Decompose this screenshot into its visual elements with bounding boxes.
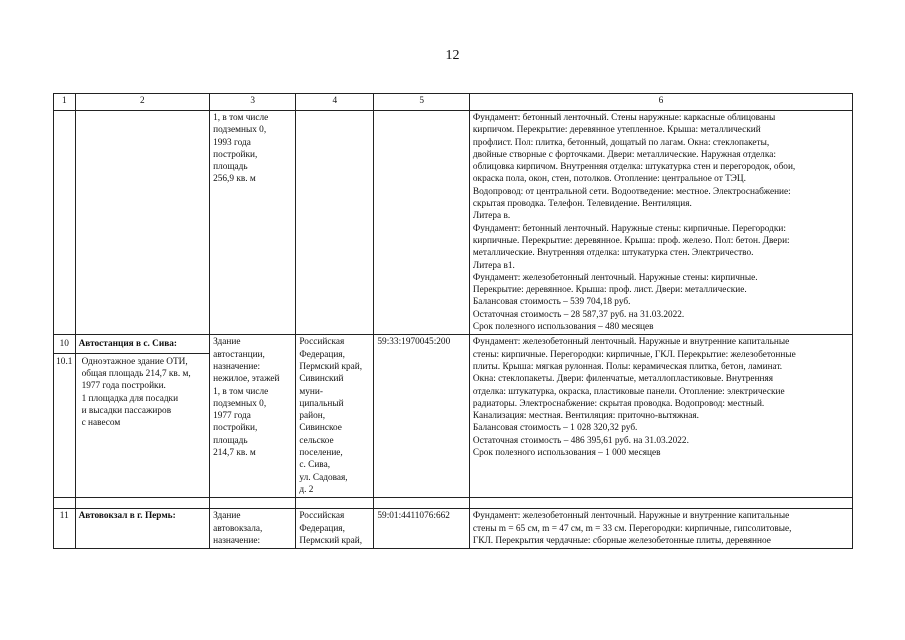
header-col-6: 6: [469, 94, 852, 111]
building-line: 1977 года: [213, 411, 251, 422]
description-line: Остаточная стоимость – 28 587,37 руб. на 31.03.2022.: [472, 309, 685, 320]
description-line: скрытая проводка. Телефон. Телевидение. Вентиляция.: [472, 199, 692, 210]
row-10-title: Автостанция в с. Сива:: [78, 339, 177, 350]
continuation-description-cell: [469, 111, 852, 335]
address-line: ципальный: [299, 398, 344, 409]
table-row-continuation: [54, 111, 853, 335]
building-line: 214,7 кв. м: [213, 448, 256, 459]
description-line: стены m = 65 см, m = 47 см, m = 33 см. Перегородки: кирпичные, гипсолитовые,: [472, 523, 792, 534]
row-11-number: 11: [59, 511, 69, 522]
building-line: 1, в том числе: [213, 386, 269, 397]
spacer-cell: [374, 498, 470, 509]
area-line: постройки,: [213, 149, 258, 160]
description-line: Литера в.: [472, 211, 511, 222]
object-description-line: общая площадь 214,7 кв. м,: [81, 368, 191, 379]
address-line: ул. Садовая,: [299, 472, 348, 483]
header-col-4: 4: [296, 94, 374, 111]
description-line: Балансовая стоимость – 1 028 320,32 руб.: [472, 423, 638, 434]
building-line: назначение:: [213, 535, 261, 546]
continuation-num-cell: [54, 111, 76, 335]
row-10-name-cell: [75, 335, 210, 498]
description-line: Литера в1.: [472, 260, 515, 271]
description-line: ГКЛ. Перекрытия чердачные: сборные железобетонные плиты, деревянное: [472, 535, 771, 546]
description-line: металлические. Внутренняя отделка: штукатурка стен. Электричество.: [472, 248, 754, 259]
spacer-cell: [469, 498, 852, 509]
object-description-line: 1977 года постройки.: [81, 381, 166, 392]
row-10-1-number: 10.1: [54, 353, 75, 370]
description-line: Фундамент: бетонный ленточный. Стены наружные: каркасные облицованы: [472, 113, 776, 123]
area-line: подземных 0,: [213, 125, 267, 136]
building-line: Здание: [213, 511, 241, 522]
address-line: муни-: [299, 386, 323, 397]
continuation-cadastral-cell: [374, 111, 470, 335]
table-row-11: [54, 509, 853, 549]
header-col-1: 1: [54, 94, 76, 111]
row-11-name-cell: [75, 509, 210, 549]
area-line: 256,9 кв. м: [213, 174, 256, 185]
description-line: Фундамент: железобетонный ленточный. Наружные стены: кирпичные.: [472, 272, 758, 283]
spacer-cell: [296, 498, 374, 509]
address-line: Российская: [299, 337, 345, 348]
row-11-building-cell: [210, 509, 296, 549]
address-line: с. Сива,: [299, 460, 331, 471]
row-10-number: 10: [59, 339, 69, 350]
continuation-name-cell: [75, 111, 210, 335]
area-line: 1, в том числе: [213, 113, 269, 123]
address-line: сельское: [299, 435, 334, 446]
row-10-1-description: [76, 353, 210, 432]
description-line: профлист. Пол: плитка, бетонный, дощатый по лагам. Окна: стеклопакеты,: [472, 137, 770, 148]
spacer-cell: [54, 498, 76, 509]
row-11-address-cell: [296, 509, 374, 549]
building-line: постройки,: [213, 423, 258, 434]
address-line: Российская: [299, 511, 345, 522]
building-line: автовокзала,: [213, 523, 263, 534]
description-line: отделка: штукатурка, окраска, пластиковые панели. Отопление: электрические: [472, 386, 785, 397]
description-line: облицовка кирпичом. Внутренняя отделка: штукатурка стен и перегородок, обои,: [472, 162, 796, 173]
address-line: Сивинское: [299, 423, 342, 434]
description-line: Остаточная стоимость – 486 395,61 руб. на 31.03.2022.: [472, 435, 689, 446]
building-line: нежилое, этажей: [213, 374, 280, 385]
description-line: радиаторы. Электроснабжение: скрытая проводка. Водопровод: местный.: [472, 398, 765, 409]
description-line: Срок полезного использования – 480 месяцев: [472, 322, 654, 333]
area-line: 1993 года: [213, 137, 251, 148]
description-line: двойные створные с форточками. Двери: металлические. Наружная отделка:: [472, 149, 776, 160]
description-line: кирпичные. Перекрытие: деревянное. Крыша: проф. железо. Пол: бетон. Двери:: [472, 235, 790, 246]
row-11-cadastral-cell: [374, 509, 470, 549]
description-line: Перекрытие: деревянное. Крыша: проф. лист. Двери: металлические.: [472, 285, 747, 296]
address-line: Федерация,: [299, 349, 345, 360]
object-description-line: с навесом: [81, 418, 121, 429]
object-description-line: и высадки пассажиров: [81, 405, 172, 416]
row-10-address-cell: [296, 335, 374, 498]
description-line: Фундамент: железобетонный ленточный. Наружные и внутренние капитальные: [472, 511, 790, 522]
description-line: Фундамент: железобетонный ленточный. Наружные и внутренние капитальные: [472, 337, 790, 348]
table-row-10: [54, 335, 853, 498]
building-line: подземных 0,: [213, 398, 267, 409]
address-line: Пермский край,: [299, 535, 363, 546]
row-11-num-cell: [54, 509, 76, 549]
area-line: площадь: [213, 162, 248, 173]
description-line: плиты. Крыша: мягкая рулонная. Полы: керамическая плитка, бетон, ламинат.: [472, 361, 783, 372]
description-line: кирпичом. Перекрытие: деревянное утепленное. Крыша: металлический: [472, 125, 761, 136]
row-10-description-cell: [469, 335, 852, 498]
table-row-spacer: [54, 498, 853, 509]
description-line: Фундамент: бетонный ленточный. Наружные стены: кирпичные. Перегородки:: [472, 223, 786, 234]
row-11-title: Автовокзал в г. Пермь:: [78, 511, 176, 522]
description-line: Канализация: местная. Вентиляция: приточно-вытяжная.: [472, 411, 700, 422]
object-description-line: 1 площадка для посадки: [81, 393, 179, 404]
table-header-row: [54, 94, 853, 111]
building-line: автостанции,: [213, 349, 265, 360]
page-number: 12: [445, 48, 460, 63]
address-line: поселение,: [299, 448, 343, 459]
description-line: Окна: стеклопакеты. Двери: филенчатые, металлопластиковые. Внутренняя: [472, 374, 774, 385]
spacer-cell: [210, 498, 296, 509]
registry-table: [53, 93, 853, 549]
description-line: окраска пола, окон, стен, потолков. Отопление: центральное от ТЭЦ.: [472, 174, 746, 185]
address-line: Пермский край,: [299, 361, 363, 372]
address-line: Сивинский: [299, 374, 344, 385]
spacer-cell: [75, 498, 210, 509]
building-line: площадь: [213, 435, 248, 446]
address-line: Федерация,: [299, 523, 345, 534]
object-description-line: Одноэтажное здание ОТИ,: [81, 356, 188, 367]
row-11-description-cell: [469, 509, 852, 549]
description-line: Водопровод: от центральной сети. Водоотведение: местное. Электроснабжение:: [472, 186, 791, 197]
cadastral-number: 59:01:4411076:662: [377, 511, 450, 522]
description-line: стены: кирпичные. Перегородки: кирпичные, ГКЛ. Перекрытие: железобетонные: [472, 349, 796, 360]
header-col-5: 5: [374, 94, 470, 111]
address-line: д. 2: [299, 484, 314, 495]
description-line: Срок полезного использования – 1 000 месяцев: [472, 448, 661, 459]
building-line: назначение:: [213, 361, 261, 372]
description-line: Балансовая стоимость – 539 704,18 руб.: [472, 297, 631, 308]
building-line: Здание: [213, 337, 241, 348]
header-col-2: 2: [75, 94, 210, 111]
row-10-building-cell: [210, 335, 296, 498]
address-line: район,: [299, 411, 326, 422]
header-col-3: 3: [210, 94, 296, 111]
row-10-cadastral-cell: [374, 335, 470, 498]
continuation-area-cell: [210, 111, 296, 335]
row-10-num-cell: [54, 335, 76, 498]
cadastral-number: 59:33:1970045:200: [377, 337, 451, 348]
continuation-address-cell: [296, 111, 374, 335]
